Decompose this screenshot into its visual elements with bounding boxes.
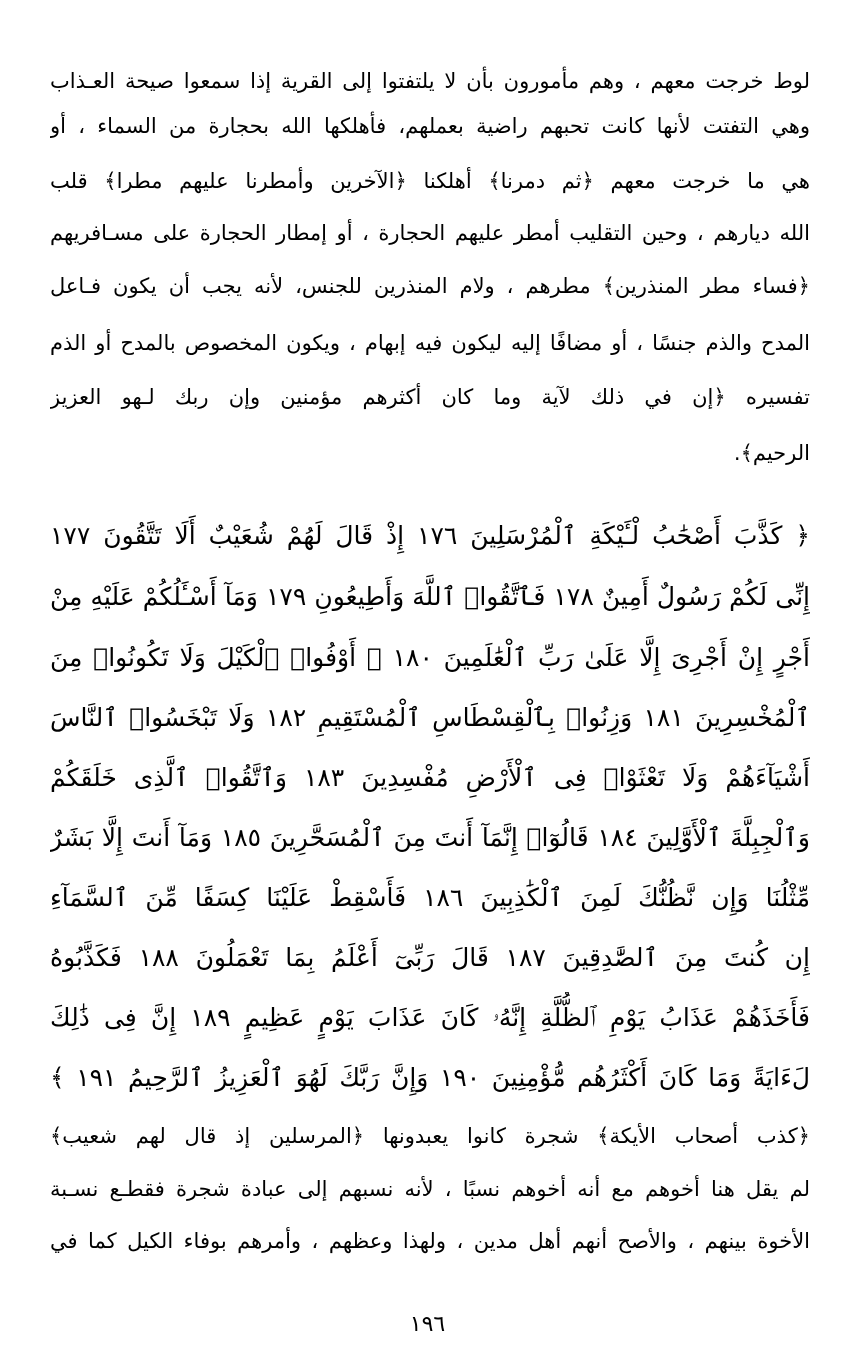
verse-line: مِّثْلُنَا وَإِن نَّظُنُّكَ لَمِنَ ٱلْكَٰذِبِينَ ١٨٦ فَأَسْقِطْ عَلَيْنَا كِسَفًا مِّنَ ٱلسَّمَآءِ (50, 883, 810, 912)
commentary-line: ﴿كذب أصحاب الأيكة﴾ شجرة كانوا يعبدونها ﴿المرسلين إذ قال لهم شعيب﴾ (50, 1124, 810, 1148)
commentary-line: لم يقل هنا أخوهم مع أنه أخوهم نسبًا ، لأنه نسبهم إلى عبادة شجرة فقطـع نسـبة (50, 1177, 810, 1201)
commentary-line: المدح والذم جنسًا ، أو مضافًا إليه ليكون فيه إبهام ، ويكون المخصوص بالمدح أو الذم (50, 331, 810, 355)
commentary-line: ﴿فساء مطر المنذرين﴾ مطرهم ، ولام المنذرين للجنس، لأنه يجب أن يكون فـاعل (50, 274, 810, 298)
verse-line: لَءَايَةً وَمَا كَانَ أَكْثَرُهُم مُّؤْمِنِينَ ١٩٠ وَإِنَّ رَبَّكَ لَهُوَ ٱلْعَزِيزُ ٱلرَّحِيمُ ١٩١ ﴾ (50, 1063, 810, 1092)
commentary-line: الرحيم﴾. (733, 441, 810, 465)
verse-line: وَٱلْجِبِلَّةَ ٱلْأَوَّلِينَ ١٨٤ قَالُوٓا۟ إِنَّمَآ أَنتَ مِنَ ٱلْمُسَحَّرِينَ ١٨٥ وَمَآ أَنتَ إِلَّا بَشَرٌ (50, 823, 810, 852)
verse-line: أَشْيَآءَهُمْ وَلَا تَعْثَوْا۟ فِى ٱلْأَرْضِ مُفْسِدِينَ ١٨٣ وَٱتَّقُوا۟ ٱلَّذِى خَلَقَكُمْ (50, 763, 810, 792)
commentary-line: لوط خرجت معهم ، وهم مأمورون بأن لا يلتفتوا إلى القرية إذا سمعوا صيحة العـذاب (50, 69, 810, 93)
document-page (50, 62, 810, 1322)
verse-line: أَجْرٍ إِنْ أَجْرِىَ إِلَّا عَلَىٰ رَبِّ ٱلْعَٰلَمِينَ ١٨٠ ۞ أَوْفُوا۟ ٱلْكَيْلَ وَلَا تَكُونُوا۟ مِنَ (50, 643, 810, 672)
commentary-line: الأخوة بينهم ، والأصح أنهم أهل مدين ، ولهذا وعظهم ، وأمرهم بوفاء الكيل كما في (50, 1229, 810, 1253)
commentary-line: تفسيره ﴿إن في ذلك لآية وما كان أكثرهم مؤمنين وإن ربك لـهو العزيز (50, 385, 810, 409)
commentary-line: وهي التفتت لأنها كانت تحبهم راضية بعملهم، فأهلكها الله بحجارة من السماء ، أو (50, 114, 810, 138)
verse-line: إِنِّى لَكُمْ رَسُولٌ أَمِينٌ ١٧٨ فَٱتَّقُوا۟ ٱللَّهَ وَأَطِيعُونِ ١٧٩ وَمَآ أَسْـَٔلُكُمْ عَلَيْهِ مِنْ (50, 582, 810, 611)
verse-line: ٱلْمُخْسِرِينَ ١٨١ وَزِنُوا۟ بِٱلْقِسْطَاسِ ٱلْمُسْتَقِيمِ ١٨٢ وَلَا تَبْخَسُوا۟ ٱلنَّاسَ (50, 703, 810, 732)
verse-line: ﴿ كَذَّبَ أَصْحَٰبُ لْـَٔيْكَةِ ٱلْمُرْسَلِينَ ١٧٦ إِذْ قَالَ لَهُمْ شُعَيْبٌ أَلَا تَتَّقُونَ ١٧٧ (50, 521, 810, 550)
commentary-line: هي ما خرجت معهم ﴿ثم دمرنا﴾ أهلكنا ﴿الآخرين وأمطرنا عليهم مطرا﴾ قلب (50, 169, 810, 193)
verse-line: إِن كُنتَ مِنَ ٱلصَّٰدِقِينَ ١٨٧ قَالَ رَبِّىٓ أَعْلَمُ بِمَا تَعْمَلُونَ ١٨٨ فَكَذَّبُوهُ (50, 943, 810, 972)
page-number: ١٩٦ (409, 1312, 446, 1337)
verse-line: فَأَخَذَهُمْ عَذَابُ يَوْمِ ٱلظُّلَّةِ إِنَّهُۥ كَانَ عَذَابَ يَوْمٍ عَظِيمٍ ١٨٩ إِنَّ فِى ذَٰلِكَ (50, 1003, 810, 1032)
commentary-line: الله ديارهم ، وحين التقليب أمطر عليهم الحجارة ، أو إمطار الحجارة على مسـافريهم (50, 221, 810, 245)
